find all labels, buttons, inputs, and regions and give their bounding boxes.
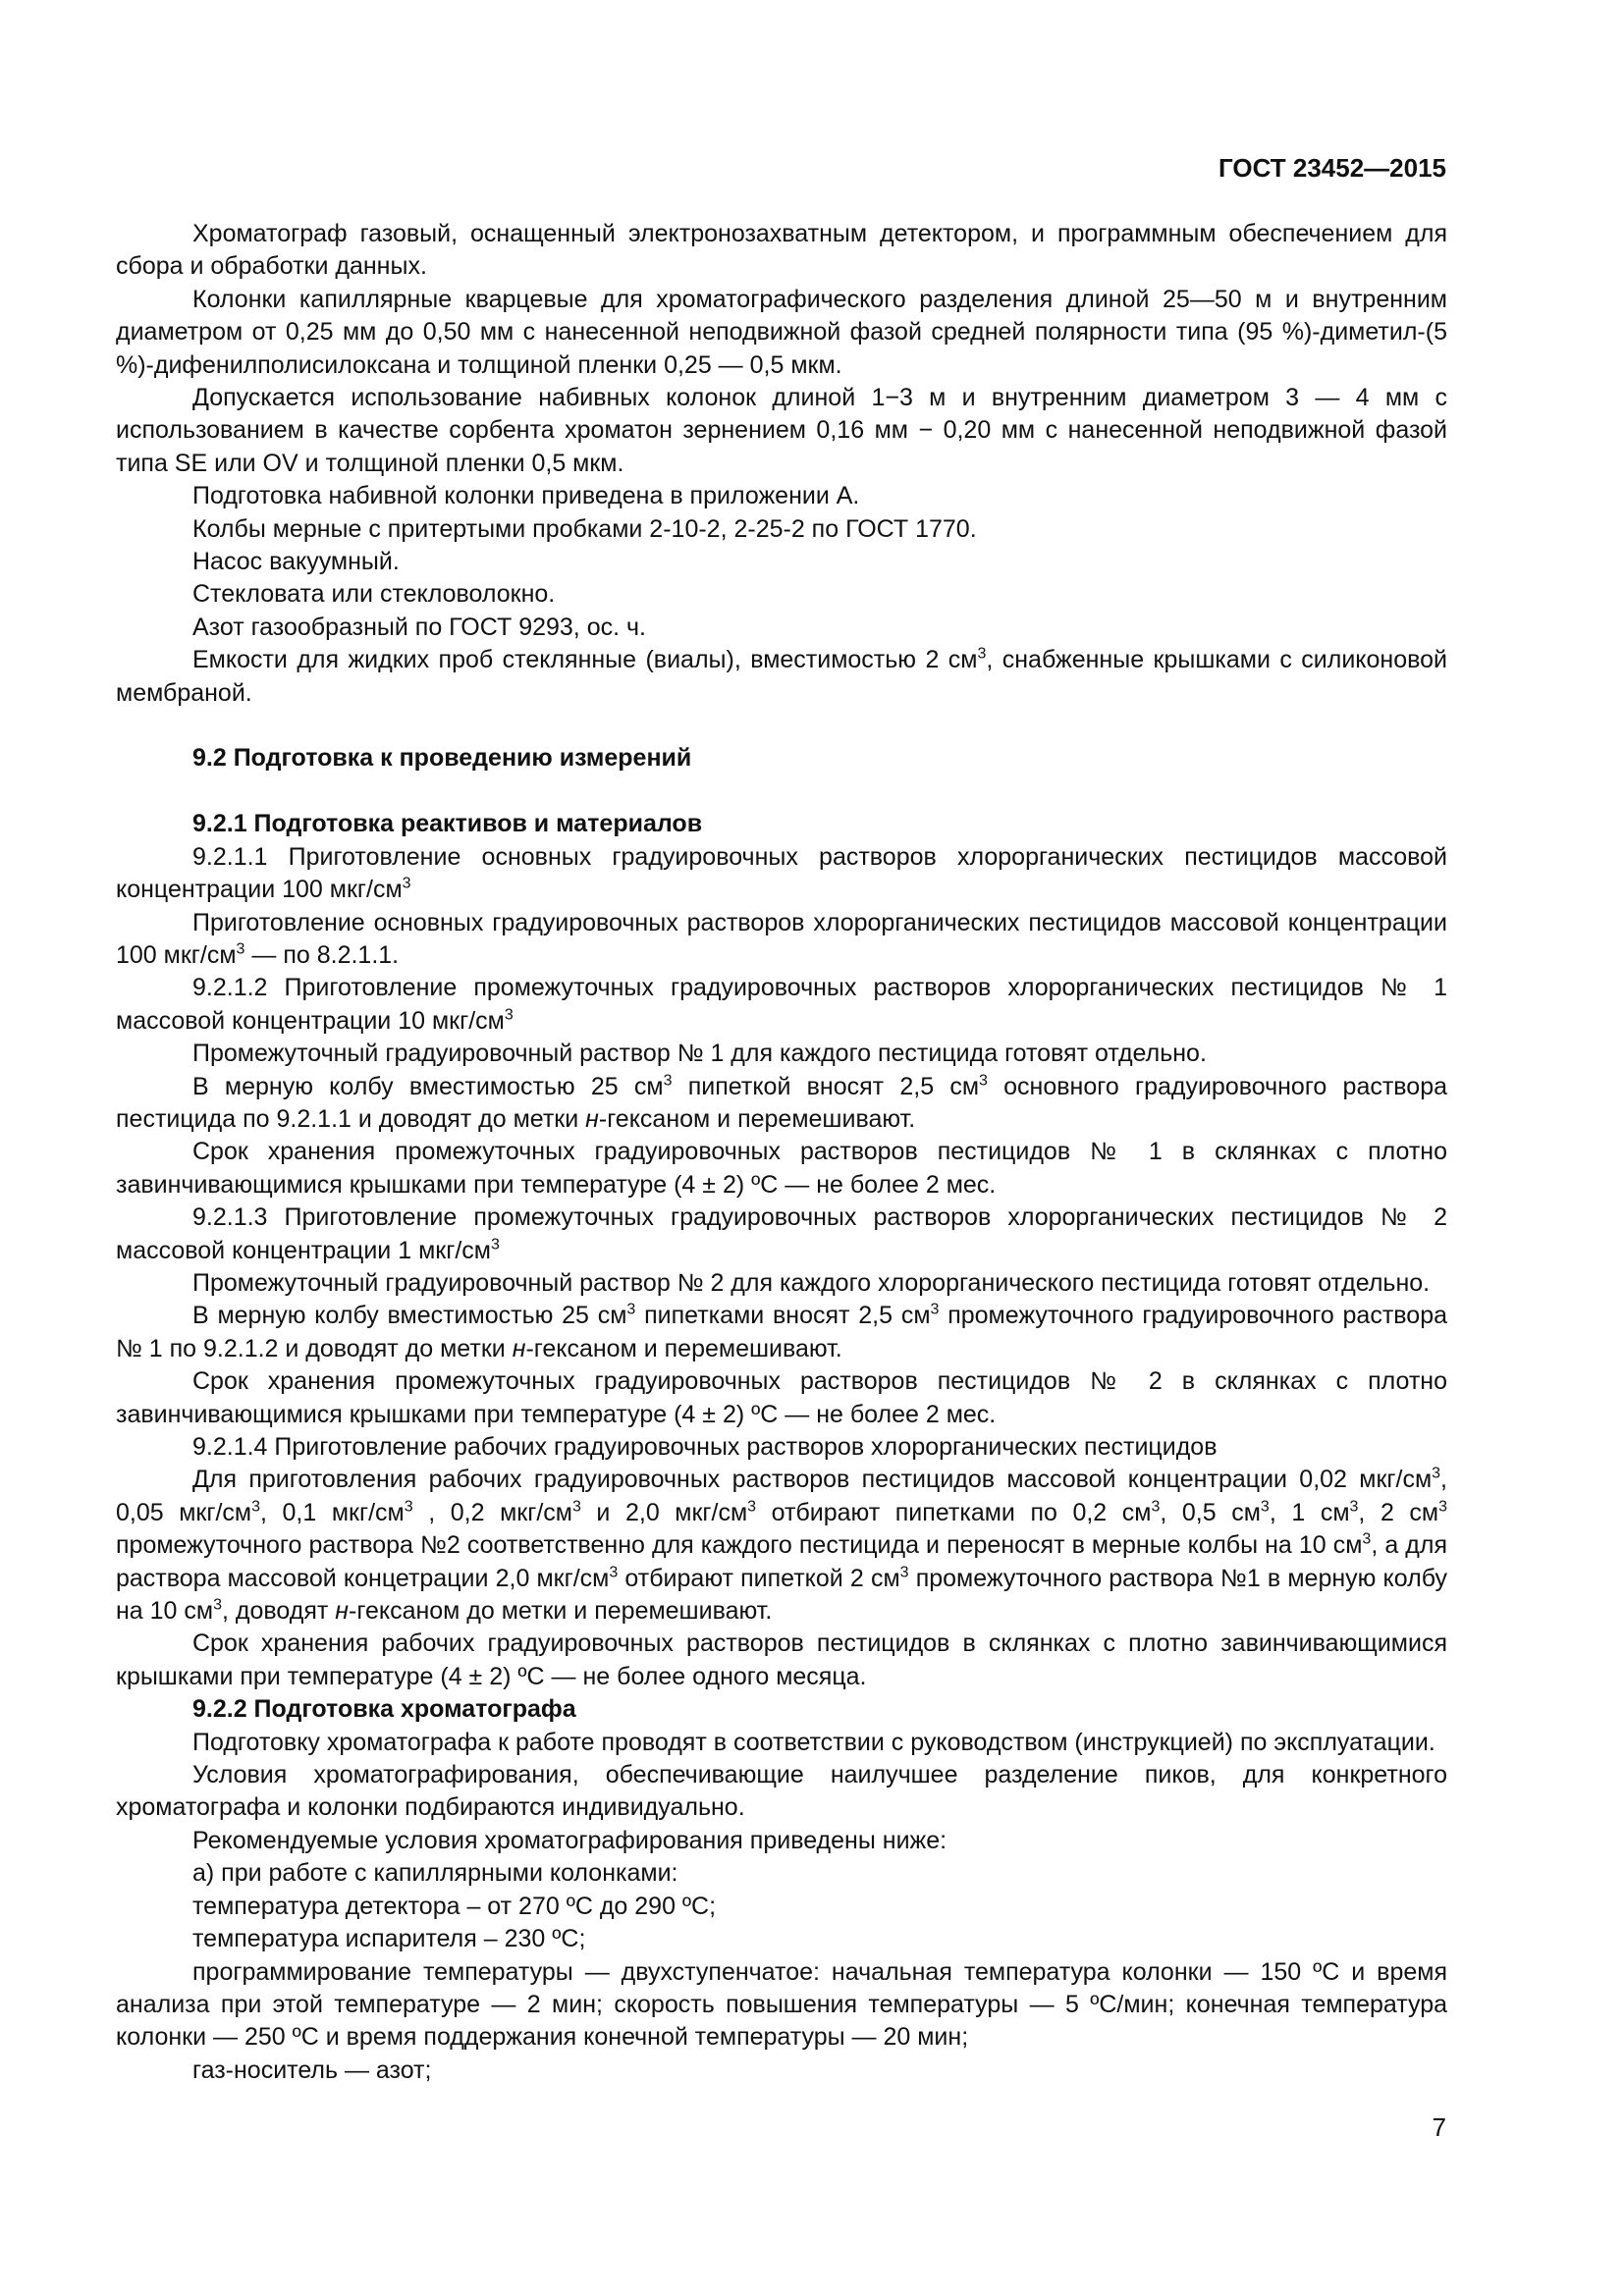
text-run: программирование температуры — двухступенчатое: начальная температура колонки — 150 ºС и время анализа при этой температуре — 2 мин; скорость повышения температуры — 5 ºС/мин; конечная температура колонки — 250 ºС и время поддержания конечной температуры — 20 мин; [116, 1957, 1447, 2052]
paragraph [116, 907, 1447, 973]
paragraph [116, 1628, 1447, 1693]
superscript: 3 [1438, 1498, 1448, 1516]
paragraph [116, 480, 1447, 512]
text-run: В мерную колбу вместимостью 25 см [192, 1072, 664, 1100]
paragraph [116, 1431, 1447, 1464]
text-run: , доводят [222, 1597, 336, 1626]
paragraph [116, 1693, 1447, 1726]
superscript: 3 [977, 645, 987, 663]
paragraph [116, 1071, 1447, 1137]
text-run: , 0,5 см [1160, 1498, 1261, 1526]
paragraph [116, 612, 1447, 644]
italic-text: н [512, 1334, 526, 1362]
paragraph [116, 1300, 1447, 1365]
text-run: Подготовку хроматографа к работе проводят в соответствии с руководством (инструкцией) по эксплуатации. [192, 1728, 1435, 1756]
superscript: 3 [251, 1498, 261, 1516]
text-run: промежуточного раствора №1 в мерную колбу на 10 см [116, 1564, 1447, 1626]
text-run: Приготовление основных градуировочных растворов хлорорганических пестицидов массовой концентрации 100 мкг/см [116, 908, 1447, 969]
text-run: и 2,0 мкг/см [580, 1498, 748, 1526]
text-run: -гексаном и перемешивают. [525, 1334, 842, 1362]
paragraph [116, 2055, 1447, 2087]
paragraph [116, 1267, 1447, 1300]
paragraph [116, 841, 1447, 907]
paragraph [116, 808, 1447, 840]
text-run: Промежуточный градуировочный раствор № 1 для каждого пестицида готовят отдельно. [192, 1040, 1207, 1068]
text-run: Подготовка набивной колонки приведена в приложении А. [192, 482, 860, 510]
paragraph [116, 972, 1447, 1038]
document-header: ГОСТ 23452—2015 [1218, 153, 1446, 183]
text-run: Срок хранения промежуточных градуировочных растворов пестицидов № 1 в склянках с плотно завинчивающимися крышками при температуре (4 ± 2) ºС — не более 2 мес. [116, 1138, 1447, 1199]
superscript: 3 [663, 1072, 673, 1090]
text-run: Колонки капиллярные кварцевые для хроматографического разделения длиной 25—50 м и внутренним диаметром от 0,25 мм до 0,50 мм с нанесенной неподвижной фазой средней полярности типа (95 %)-диметил-(5 %)-дифенилполисилоксана и толщиной пленки 0,25 — 0,5 мкм. [116, 285, 1447, 379]
paragraph [116, 1201, 1447, 1267]
paragraph [116, 284, 1447, 382]
text-run: , 0,2 мкг/см [412, 1498, 572, 1526]
text-run: Стекловата или стекловолокно. [192, 580, 556, 609]
superscript: 3 [1432, 1466, 1441, 1483]
text-run: Насос вакуумный. [192, 548, 400, 576]
text-run: 9.2.1.4 Приготовление рабочих градуировочных растворов хлорорганических пестицидов [192, 1433, 1218, 1461]
text-run: , 0,05 мкг/см [116, 1466, 1447, 1526]
paragraph [116, 578, 1447, 611]
text-run: пипетками вносят 2,5 см [635, 1302, 931, 1330]
text-run: основного градуировочного раствора пестицида по 9.2.1.1 и доводят до метки [116, 1072, 1448, 1133]
text-run: газ-носитель — азот; [192, 2056, 432, 2084]
superscript: 3 [626, 1302, 636, 1319]
superscript: 3 [504, 1006, 514, 1024]
text-run: , снабженные крышками с силиконовой мембраной. [116, 646, 1448, 707]
paragraph [116, 1759, 1447, 1825]
paragraph [116, 1365, 1447, 1431]
superscript: 3 [236, 940, 245, 958]
text-run: 9.2.1 Подготовка реактивов и материалов [192, 810, 703, 838]
paragraph [116, 513, 1447, 546]
paragraph [116, 1727, 1447, 1759]
text-run: Емкости для жидких проб стеклянные (виалы), вместимостью 2 см [192, 646, 978, 674]
paragraph [116, 1891, 1447, 1923]
superscript: 3 [1151, 1498, 1161, 1516]
superscript: 3 [402, 875, 411, 892]
text-run: В мерную колбу вместимостью 25 см [192, 1302, 627, 1330]
text-run: а) при работе с капиллярными колонками: [192, 1859, 678, 1888]
text-run: отбирают пипеткой 2 см [618, 1564, 900, 1592]
paragraph [116, 382, 1447, 480]
text-run: , 2 см [1358, 1498, 1439, 1526]
superscript: 3 [930, 1302, 940, 1319]
text-run: 9.2.1.1 Приготовление основных градуировочных растворов хлорорганических пестицидов массовой концентрации 100 мкг/см [116, 842, 1447, 904]
text-run: Условия хроматографирования, обеспечивающие наилучшее разделение пиков, для конкретного хроматографа и колонки подбираются индивидуально. [116, 1761, 1447, 1822]
text-run: , 0,1 мкг/см [260, 1498, 405, 1526]
superscript: 3 [404, 1498, 413, 1516]
paragraph [116, 1923, 1447, 1955]
text-run: Срок хранения промежуточных градуировочных растворов пестицидов № 2 в склянках с плотно завинчивающимися крышками при температуре (4 ± 2) ºС — не более 2 мес. [116, 1367, 1447, 1428]
text-run: , а для раствора массовой концетрации 2,0 мкг/см [116, 1531, 1447, 1592]
text-run: , 1 см [1269, 1498, 1350, 1526]
italic-text: н [585, 1104, 599, 1133]
paragraph [116, 1825, 1447, 1857]
text-run: Рекомендуемые условия хроматографирования приведены ниже: [192, 1826, 947, 1854]
superscript: 3 [609, 1564, 619, 1581]
text-run: 9.2.2 Подготовка хроматографа [192, 1695, 576, 1724]
text-run: отбирают пипетками по 0,2 см [756, 1498, 1152, 1526]
paragraph [116, 644, 1447, 710]
paragraph [116, 742, 1447, 774]
paragraph [116, 1136, 1447, 1201]
text-run: Колбы мерные с притертыми пробками 2-10-2, 2-25-2 по ГОСТ 1770. [192, 514, 977, 543]
superscript: 3 [899, 1564, 909, 1581]
paragraph [116, 218, 1447, 284]
superscript: 3 [1349, 1498, 1359, 1516]
superscript: 3 [213, 1596, 223, 1614]
italic-text: н [335, 1597, 350, 1626]
superscript: 3 [1362, 1530, 1372, 1548]
text-run: Азот газообразный по ГОСТ 9293, ос. ч. [192, 613, 646, 641]
text-run: — по 8.2.1.1. [244, 940, 400, 969]
text-run: 9.2 Подготовка к проведению измерений [192, 744, 692, 773]
text-run: температура детектора – от 270 ºС до 290 ºС; [192, 1892, 717, 1920]
text-run: Хроматограф газовый, оснащенный электронозахватным детектором, и программным обеспечением для сбора и обработки данных. [116, 220, 1447, 281]
paragraph [116, 1857, 1447, 1890]
text-run: промежуточного раствора №2 соответственно для каждого пестицида и переносят в мерные колбы на 10 см [116, 1531, 1363, 1560]
superscript: 3 [571, 1498, 581, 1516]
text-run: Допускается использование набивных колонок длиной 1−3 м и внутренним диаметром 3 — 4 мм с использованием в качестве сорбента хроматон зернением 0,16 мм − 0,20 мм с нанесенной неподвижной фазой типа SE или OV и толщиной пленки 0,5 мкм. [116, 384, 1447, 477]
text-run: пипеткой вносят 2,5 см [672, 1072, 980, 1100]
text-run: -гексаном до метки и перемешивают. [349, 1597, 773, 1626]
superscript: 3 [979, 1072, 988, 1090]
text-run: Промежуточный градуировочный раствор № 2 для каждого хлорорганического пестицида готовят отдельно. [192, 1268, 1431, 1297]
text-run: температура испарителя – 230 ºС; [192, 1925, 586, 1953]
superscript: 3 [747, 1498, 757, 1516]
document-body [116, 218, 1447, 2087]
paragraph [116, 1956, 1447, 2055]
text-run: 9.2.1.2 Приготовление промежуточных градуировочных растворов хлорорганических пестицидов № 1 массовой концентрации 10 мкг/см [116, 974, 1447, 1035]
page-number: 7 [1432, 2112, 1446, 2142]
text-run: Срок хранения рабочих градуировочных растворов пестицидов в склянках с плотно завинчивающимися крышками при температуре (4 ± 2) ºС — не более одного месяца. [116, 1629, 1447, 1690]
text-run: Для приготовления рабочих градуировочных растворов пестицидов массовой концентрации 0,02 мкг/см [192, 1466, 1433, 1494]
superscript: 3 [1260, 1498, 1270, 1516]
text-run: 9.2.1.3 Приготовление промежуточных градуировочных растворов хлорорганических пестицидов № 2 массовой концентрации 1 мкг/см [116, 1203, 1447, 1264]
text-run: промежуточного градуировочного раствора № 1 по 9.2.1.2 и доводят до метки [116, 1302, 1447, 1362]
text-run: -гексаном и перемешивают. [598, 1104, 916, 1133]
paragraph [116, 1464, 1447, 1628]
superscript: 3 [490, 1236, 500, 1254]
paragraph [116, 1038, 1447, 1070]
paragraph [116, 546, 1447, 578]
